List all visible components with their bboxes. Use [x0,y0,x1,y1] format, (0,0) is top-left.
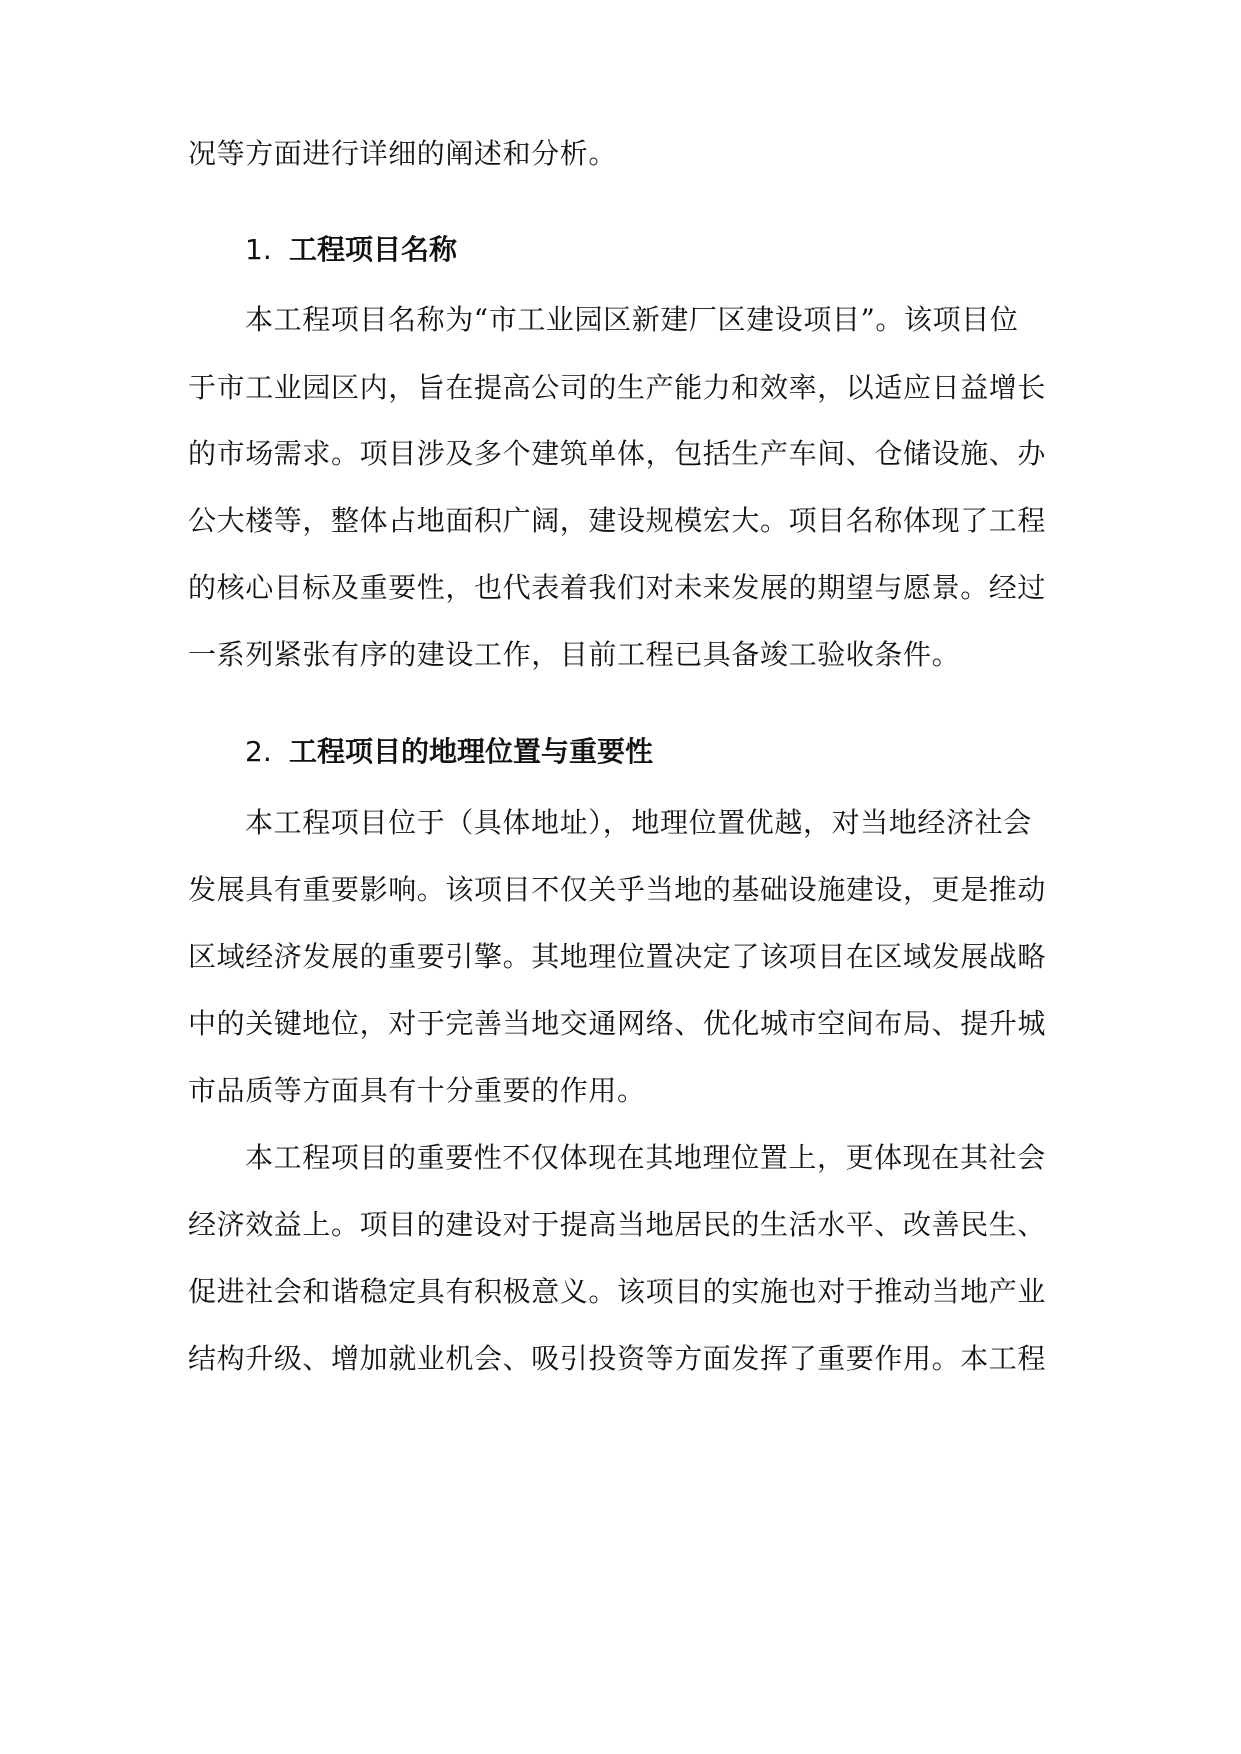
section-1-paragraph-line: 的市场需求。项目涉及多个建筑单体，包括生产车间、仓储设施、办 [188,437,1047,470]
section-1-title: 工程项目名称 [289,233,458,266]
section-1-heading [245,230,457,270]
section-2-heading [245,732,653,772]
section-2-paragraph-1-line: 本工程项目位于（具体地址），地理位置优越，对当地经济社会 [245,806,1032,839]
paragraph-continuation: 况等方面进行详细的阐述和分析。 [188,137,618,170]
section-1-paragraph-line: 一系列紧张有序的建设工作，目前工程已具备竣工验收条件。 [188,638,961,671]
section-2-number: 2. [245,735,272,768]
section-1-paragraph-line: 本工程项目名称为“市工业园区新建厂区建设项目”。该项目位 [245,303,1019,336]
section-2-paragraph-1-line: 区域经济发展的重要引擎。其地理位置决定了该项目在区域发展战略 [188,940,1047,973]
section-1-paragraph-line: 公大楼等，整体占地面积广阔，建设规模宏大。项目名称体现了工程 [188,504,1047,537]
section-2-paragraph-2-line: 经济效益上。项目的建设对于提高当地居民的生活水平、改善民生、 [188,1208,1047,1241]
section-2-paragraph-1-line: 中的关键地位，对于完善当地交通网络、优化城市空间布局、提升城 [188,1007,1047,1040]
section-1-paragraph-line: 于市工业园区内，旨在提高公司的生产能力和效率，以适应日益增长 [188,371,1047,404]
section-2-paragraph-1-line: 发展具有重要影响。该项目不仅关乎当地的基础设施建设，更是推动 [188,873,1047,906]
section-2-paragraph-2-line: 结构升级、增加就业机会、吸引投资等方面发挥了重要作用。本工程 [188,1342,1047,1375]
section-2-paragraph-2-line: 本工程项目的重要性不仅体现在其地理位置上，更体现在其社会 [245,1141,1046,1174]
section-1-paragraph-line: 的核心目标及重要性，也代表着我们对未来发展的期望与愿景。经过 [188,571,1047,604]
section-2-paragraph-1-line: 市品质等方面具有十分重要的作用。 [188,1074,646,1107]
section-1-number: 1. [245,233,272,266]
section-2-paragraph-2-line: 促进社会和谐稳定具有积极意义。该项目的实施也对于推动当地产业 [188,1275,1047,1308]
section-2-title: 工程项目的地理位置与重要性 [289,735,654,768]
